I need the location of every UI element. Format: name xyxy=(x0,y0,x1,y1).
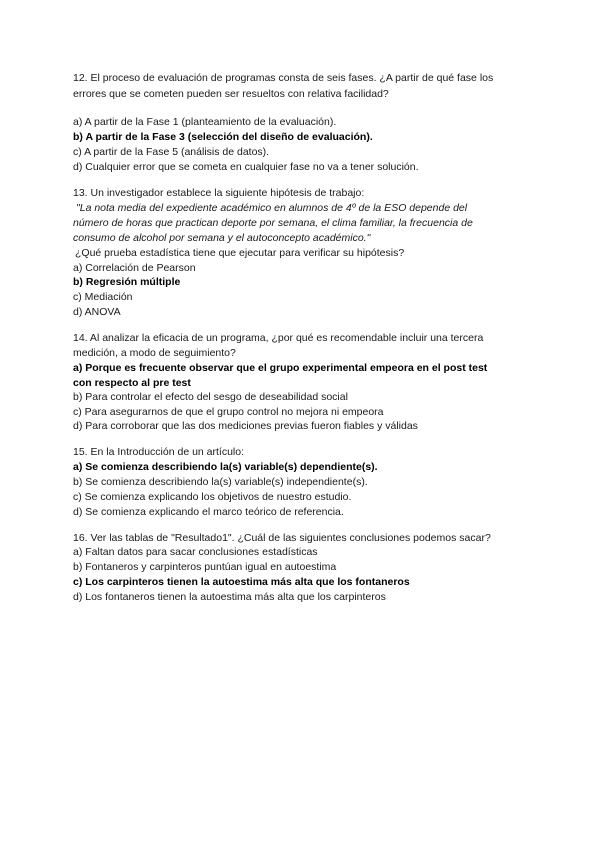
q14-option-c: c) Para asegurarnos de que el grupo control no mejora ni empeora xyxy=(73,406,384,418)
q15-prompt: 15. En la Introducción de un artículo: xyxy=(73,446,245,458)
q14-option-a-line-1: a) Porque es frecuente observar que el grupo experimental empeora en el post test xyxy=(73,362,488,374)
q13-quote-line-1: "La nota media del expediente académico en alumnos de 4º de la ESO depende del xyxy=(76,202,468,214)
q15-option-b: b) Se comienza describiendo la(s) variable(s) independiente(s). xyxy=(73,476,368,488)
q13-option-c: c) Mediación xyxy=(73,291,133,303)
q12-option-a: a) A partir de la Fase 1 (planteamiento de la evaluación). xyxy=(73,116,337,128)
q15-option-d: d) Se comienza explicando el marco teórico de referencia. xyxy=(73,506,344,518)
q16-option-d: d) Los fontaneros tienen la autoestima más alta que los carpinteros xyxy=(73,591,386,603)
q12-prompt-line-1: 12. El proceso de evaluación de programas consta de seis fases. ¿A partir de qué fase los xyxy=(73,72,494,84)
q13-option-a: a) Correlación de Pearson xyxy=(73,262,196,274)
q12-prompt-line-2: errores que se cometen pueden ser resueltos con relativa facilidad? xyxy=(73,88,389,100)
q16-option-a: a) Faltan datos para sacar conclusiones estadísticas xyxy=(73,546,318,558)
q12-option-c: c) A partir de la Fase 5 (análisis de datos). xyxy=(73,146,270,158)
q13-option-d: d) ANOVA xyxy=(73,306,121,318)
q16-option-b: b) Fontaneros y carpinteros puntúan igual en autoestima xyxy=(73,561,337,573)
q13-prompt-line-1: 13. Un investigador establece la siguiente hipótesis de trabajo: xyxy=(73,187,365,199)
q16-option-c: c) Los carpinteros tienen la autoestima más alta que los fontaneros xyxy=(73,576,410,588)
q14-option-a-line-2: con respecto al pre test xyxy=(73,377,191,389)
q14-option-d: d) Para corroborar que las dos mediciones previas fueron fiables y válidas xyxy=(73,420,418,432)
q12-option-d: d) Cualquier error que se cometa en cualquier fase no va a tener solución. xyxy=(73,161,419,173)
q12-option-b: b) A partir de la Fase 3 (selección del diseño de evaluación). xyxy=(73,131,373,143)
q14-prompt-line-1: 14. Al analizar la eficacia de un programa, ¿por qué es recomendable incluir una tercera xyxy=(73,332,484,344)
q15-option-a: a) Se comienza describiendo la(s) variable(s) dependiente(s). xyxy=(73,461,378,473)
q13-question: ¿Qué prueba estadística tiene que ejecutar para verificar su hipótesis? xyxy=(75,247,405,259)
q14-prompt-line-2: medición, a modo de seguimiento? xyxy=(73,347,236,359)
q16-prompt: 16. Ver las tablas de "Resultado1". ¿Cuál de las siguientes conclusiones podemos sacar? xyxy=(73,532,491,544)
q13-quote-line-3: consumo de alcohol por semana y el autoconcepto académico." xyxy=(73,232,371,244)
q15-option-c: c) Se comienza explicando los objetivos de nuestro estudio. xyxy=(73,491,352,503)
q14-option-b: b) Para controlar el efecto del sesgo de deseabilidad social xyxy=(73,391,348,403)
q13-quote-line-2: número de horas que practican deporte por semana, el clima familiar, la frecuencia de xyxy=(73,217,473,229)
q13-option-b: b) Regresión múltiple xyxy=(73,276,181,288)
